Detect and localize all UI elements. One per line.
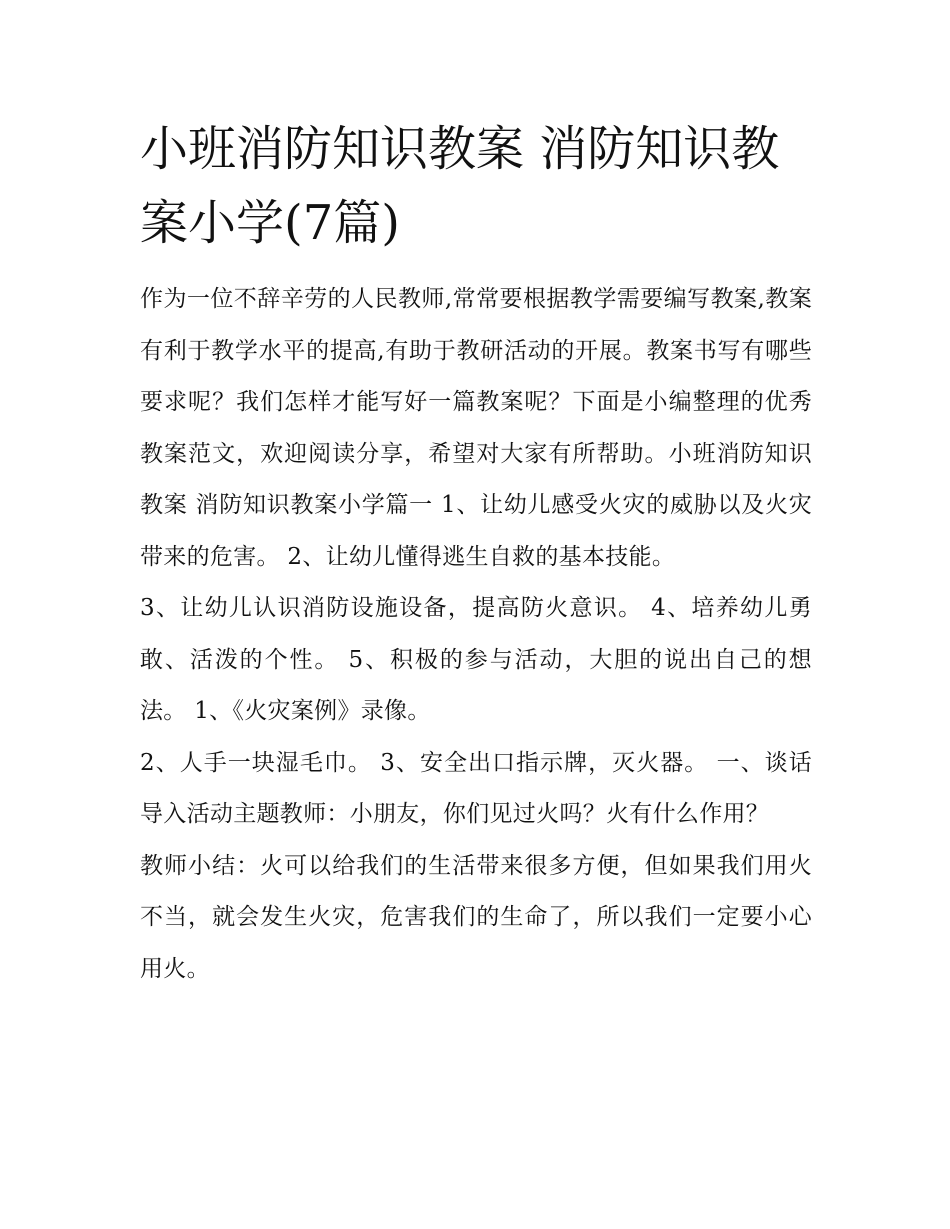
paragraph-goals: 3、让幼儿认识消防设施设备，提高防火意识。 4、培养幼儿勇敢、活泼的个性。 5、积极的参与活动，大胆的说出自己的想法。 1、《火灾案例》录像。 [140, 595, 812, 724]
document-body [140, 274, 812, 995]
document-title: 小班消防知识教案 消防知识教案小学(7篇) [140, 121, 780, 251]
paragraph-intro: 作为一位不辞辛劳的人民教师,常常要根据教学需要编写教案,教案有利于教学水平的提高,有助于教研活动的开展。教案书写有哪些要求呢？我们怎样才能写好一篇教案呢？下面是小编整理的优秀教案范文，欢迎阅读分享，希望对大家有所帮助。小班消防知识教案 消防知识教案小学篇一 1、让幼儿感受火灾的威胁以及火灾带来的危害。 2、让幼儿懂得逃生自救的基本技能。 [140, 286, 812, 570]
paragraph-summary: 教师小结：火可以给我们的生活带来很多方便，但如果我们用火不当，就会发生火灾，危害我们的生命了，所以我们一定要小心用火。 [140, 852, 812, 982]
document-page [140, 112, 812, 995]
paragraph-materials: 2、人手一块湿毛巾。 3、安全出口指示牌，灭火器。 一、谈话导入活动主题教师：小朋友，你们见过火吗？火有什么作用？ [140, 749, 812, 827]
